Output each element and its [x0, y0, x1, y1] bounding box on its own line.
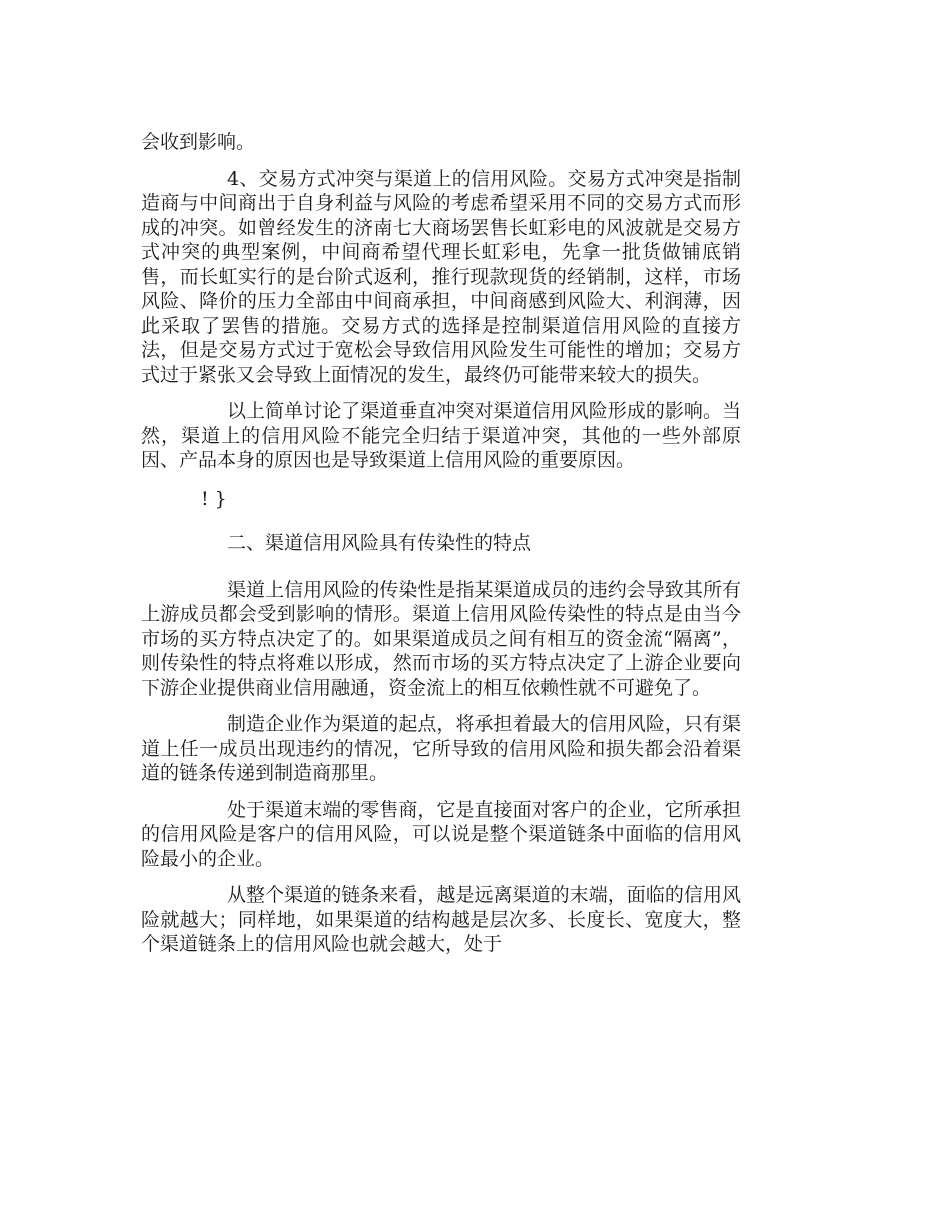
section-heading: 二、渠道信用风险具有传染性的特点 — [227, 532, 532, 554]
paragraph-summary: 以上简单讨论了渠道垂直冲突对渠道信用风险形成的影响。当然，渠道上的信用风险不能完全归结于渠道冲突，其他的一些外部原因、产品本身的原因也是导致渠道上信用风险的重要原因。 — [141, 400, 741, 471]
paragraph-continuation: 会收到影响。 — [141, 131, 256, 153]
paragraph-retailer: 处于渠道末端的零售商，它是直接面对客户的企业，它所承担的信用风险是客户的信用风险，可以说是整个渠道链条中面临的信用风险最小的企业。 — [141, 798, 741, 870]
document-page — [141, 130, 741, 969]
paragraph-contagion: 渠道上信用风险的传染性是指某渠道成员的违约会导致其所有上游成员都会受到影响的情形。渠道上信用风险传染性的特点是由当今市场的买方特点决定了的。如果渠道成员之间有相互的资金流“隔离”，则传染性的特点将难以形成，然而市场的买方特点决定了上游企业要向下游企业提供商业信用融通，资金流上的相互依赖性就不可避免了。 — [141, 578, 741, 699]
stray-mark: ! } — [201, 487, 227, 510]
paragraph-manufacturer: 制造企业作为渠道的起点，将承担着最大的信用风险，只有渠道上任一成员出现违约的情况，它所导致的信用风险和损失都会沿着渠道的链条传递到制造商那里。 — [141, 713, 741, 784]
paragraph-chain: 从整个渠道的链条来看，越是远离渠道的末端，面临的信用风险就越大；同样地，如果渠道的结构越是层次多、长度长、宽度大，整个渠道链条上的信用风险也就会越大，处于 — [141, 884, 741, 955]
paragraph-transaction-conflict: 4、交易方式冲突与渠道上的信用风险。交易方式冲突是指制造商与中间商出于自身利益与风险的考虑希望采用不同的交易方式而形成的冲突。如曾经发生的济南七大商场罢售长虹彩电的风波就是交易方式冲突的典型案例，中间商希望代理长虹彩电，先拿一批货做铺底销售，而长虹实行的是台阶式返利，推行现款现货的经销制，这样，市场风险、降价的压力全部由中间商承担，中间商感到风险大、利润薄，因此采取了罢售的措施。交易方式的选择是控制渠道信用风险的直接方法，但是交易方式过于宽松会导致信用风险发生可能性的增加；交易方式过于紧张又会导致上面情况的发生，最终仍可能带来较大的损失。 — [141, 167, 741, 386]
